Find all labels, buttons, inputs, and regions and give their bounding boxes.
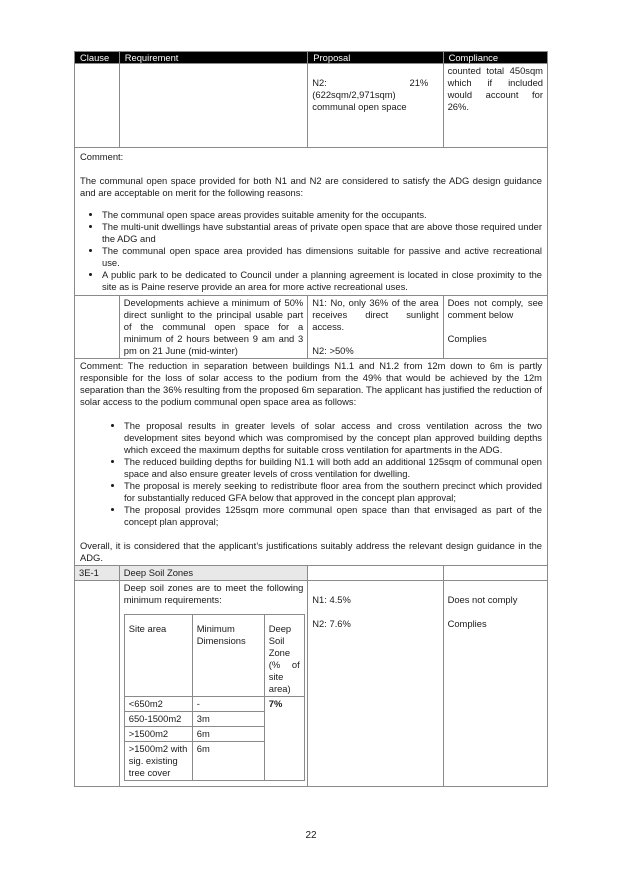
- deep-soil-min-dim: 3m: [192, 712, 264, 727]
- table-row: [124, 697, 304, 712]
- row2-compliance: [443, 296, 547, 359]
- list-item: • The communal open space areas provides suitable amenity for the occupants.: [102, 209, 542, 221]
- header-compliance: Compliance: [443, 52, 547, 64]
- row3-compliance: [443, 581, 547, 787]
- list-item: • The reduced building depths for building N1.1 will both add an additional 125sqm of communal open space and also ensure greater levels of cross ventilation for dwelling.: [124, 456, 542, 480]
- row3-proposal: [308, 581, 443, 787]
- deep-soil-zone-value: 7%: [264, 697, 304, 781]
- table-header-row: [75, 52, 548, 64]
- comment1-intro: The communal open space provided for both N1 and N2 are considered to satisfy the ADG design guidance and are acceptable on merit for the following reasons:: [80, 175, 542, 198]
- section-compliance: [443, 566, 547, 581]
- list-item: • The proposal is merely seeking to redistribute floor area from the southern precinct which provided for substantially reduced GFA below that approved in the concept plan approval;: [124, 480, 542, 504]
- row3-requirement-text: Deep soil zones are to meet the following minimum requirements:: [123, 582, 304, 605]
- comment1-label: Comment:: [80, 151, 124, 162]
- row1-requirement: [119, 64, 308, 148]
- deep-soil-header-row: [124, 615, 304, 697]
- row2-clause: [75, 296, 120, 359]
- deep-soil-table: [124, 614, 305, 781]
- deep-soil-header-min-dim: Minimum Dimensions: [192, 615, 264, 697]
- row3-requirement: [119, 581, 308, 787]
- row2-compliance-n1: Does not comply, see comment below: [447, 297, 543, 320]
- list-item: • The communal open space area provided has dimensions suitable for passive and active recreational use.: [102, 245, 542, 269]
- section-proposal: [308, 566, 443, 581]
- deep-soil-min-dim: 6m: [192, 742, 264, 781]
- row2-proposal-n1: N1: No, only 36% of the area receives direct sunlight access.: [312, 297, 439, 332]
- comment-row: [75, 359, 548, 566]
- row2-compliance-n2: Complies: [447, 333, 487, 344]
- table-row: [75, 64, 548, 148]
- list-item: • The proposal provides 125sqm more communal open space than that envisaged as part of the concept plan approval;: [124, 504, 542, 528]
- row3-compliance-n1: Does not comply: [447, 594, 518, 605]
- deep-soil-min-dim: 6m: [192, 727, 264, 742]
- deep-soil-site-area: <650m2: [124, 697, 192, 712]
- header-proposal: Proposal: [308, 52, 443, 64]
- row1-proposal-text: N2: 21% (622sqm/2,971sqm) communal open space: [312, 77, 429, 112]
- table-row: [75, 296, 548, 359]
- row3-compliance-n2: Complies: [447, 618, 487, 629]
- comment-row: [75, 148, 548, 296]
- comment2-intro: Comment: The reduction in separation between buildings N1.1 and N1.2 from 12m down to 6m is partly responsible for the loss of solar access to the podium from the 49% that would be achieved by the 12m separation than the 36% resulting from the proposed 6m separation. The applicant has justified the reduction of solar access to the podium communal open space area as follows:: [80, 360, 542, 407]
- deep-soil-site-area: 650-1500m2: [124, 712, 192, 727]
- list-item: • The multi-unit dwellings have substantial areas of private open space that are above those required under the ADG and: [102, 221, 542, 245]
- comment2-conclusion: Overall, it is considered that the applicant’s justifications suitably address the relevant design guidance in the ADG.: [80, 540, 542, 563]
- header-requirement: Requirement: [119, 52, 308, 64]
- row2-proposal-n2: N2: >50%: [312, 345, 354, 356]
- row3-proposal-n2: N2: 7.6%: [312, 618, 351, 629]
- comment1-bullet-list: [80, 209, 542, 293]
- section-clause: 3E-1: [75, 566, 120, 581]
- compliance-table: [74, 51, 548, 787]
- list-item: • The proposal results in greater levels of solar access and cross ventilation across the two development sites beyond which was compromised by the concept plan approved building depths which exceed the maximum depths for suitable cross ventilation for apartments in the ADG.: [124, 420, 542, 456]
- deep-soil-header-zone: Deep Soil Zone (% of site area): [264, 615, 304, 697]
- deep-soil-header-site-area: Site area: [124, 615, 192, 697]
- row1-compliance: [443, 64, 547, 148]
- deep-soil-site-area: >1500m2 with sig. existing tree cover: [124, 742, 192, 781]
- row3-proposal-n1: N1: 4.5%: [312, 594, 351, 605]
- page-number: 22: [305, 830, 317, 841]
- row1-compliance-text: counted total 450sqm which if included would account for 26%.: [447, 65, 543, 112]
- table-row: [75, 581, 548, 787]
- row2-requirement: Developments achieve a minimum of 50% direct sunlight to the principal usable part of the communal open space for a minimum of 2 hours between 9 am and 3 pm on 21 June (mid-winter): [119, 296, 308, 359]
- document-body: [74, 51, 548, 787]
- section-title: Deep Soil Zones: [119, 566, 308, 581]
- deep-soil-min-dim: -: [192, 697, 264, 712]
- comment1-cell: [75, 148, 548, 296]
- row1-proposal: [308, 64, 443, 148]
- header-clause: Clause: [75, 52, 120, 64]
- row2-proposal: [308, 296, 443, 359]
- deep-soil-site-area: >1500m2: [124, 727, 192, 742]
- comment2-cell: [75, 359, 548, 566]
- row1-clause: [75, 64, 120, 148]
- section-row: [75, 566, 548, 581]
- row3-clause: [75, 581, 120, 787]
- comment2-bullet-list: [80, 420, 542, 528]
- list-item: • A public park to be dedicated to Council under a planning agreement is located in close proximity to the site as is Paine reserve provide an area for more active recreational uses.: [102, 269, 542, 293]
